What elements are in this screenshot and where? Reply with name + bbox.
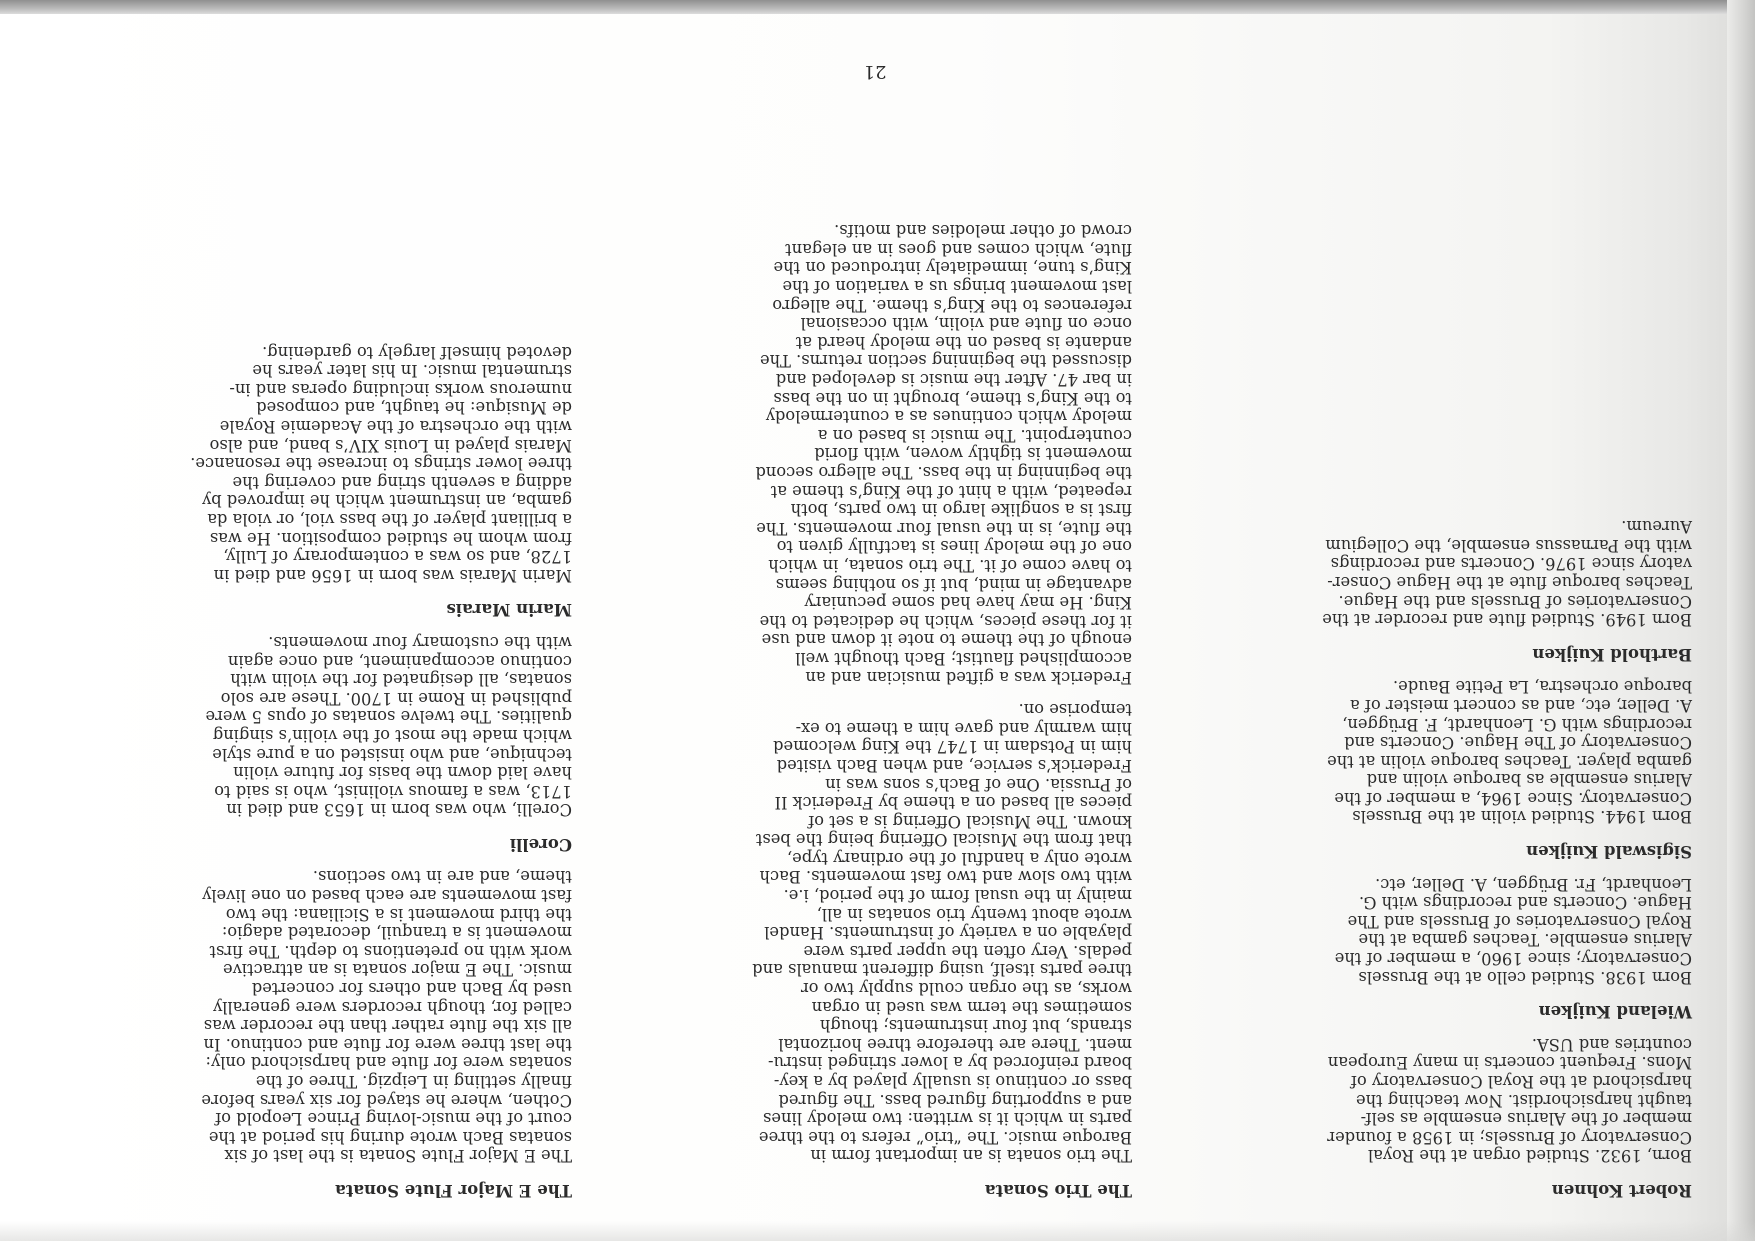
section-robert-kohnen — [1172, 1034, 1692, 1199]
section-barthold-kuijken — [1172, 517, 1692, 663]
column-trio-sonata — [612, 207, 1132, 1199]
paragraph-barthold-kuijken: Born 1949. Studied flute and recorder at the Conservatories of Brussels and the Hague. Teaches baroque flute at the Hague Conser- vatory since 1976. Concerts and recordings with the Parnassus ensemble, the Collegium Aureum. — [1322, 517, 1692, 630]
paragraph-sigiswald-kuijken: Born 1944. Studied violin at the Brussels Conservatory. Since 1964, a member of the Alarius ensemble as baroque violin and gamba player. Teaches baroque violin at the Conservatory of The Hague. Concerts and recordings with G. Leonhardt, F. Brüggen, A. Deller, etc, and as concert meister of a baroque orchestra, La Petite Baude. — [1327, 677, 1692, 827]
paragraph-trio-sonata-2: Frederick was a gifted musician and an accomplished flautist; Bach thought well enough of the theme to note it down and use it for these pieces, which he dedicated to the King. He may have had some pecuniary advantage in mind, but if so nothing seems to have come of it. The trio sonata, in which one of the melody lines is tactfully given to the flute, is in the usual four movements. The first is a songlike largo in two parts, both repeated, with a hint of the King’s theme at the beginning in the bass. The allegro second movement is tightly woven, with florid counterpoint. The music is based on a melody which continues as a countermelody to the King’s theme, brought in on the bass in bar 47. After the music is developed and discussed the beginning section returns. The andante is based on the melody heard at once on flute and violin, with occasional references to the King’s theme. The allegro last movement brings us a variation of the King’s tune, immediately introduced on the flute, which comes and goes in an elegant crowd of other melodies and motifs. — [755, 221, 1132, 687]
heading-marin-marais: Marin Marais — [446, 600, 572, 620]
column-program-notes — [52, 328, 572, 1199]
paragraph-corelli: Corelli, who was born in 1653 and died in 1713, was a famous violinist, who is said to have laid down the basis for future violin technique, and who insisted on a pure style which made the most of the violin’s singing qualities. The twelve sonatas of opus 5 were published in Rome in 1700. These are solo sonatas, all designated for the violin with continuo accompaniment, and once again with the customary four movements. — [205, 632, 572, 820]
section-sigiswald-kuijken — [1172, 677, 1692, 860]
paragraph-robert-kohnen: Born, 1932. Studied organ at the Royal Conservatory of Brussels; in 1958 a founder member of the Alarius ensemble as self- taught harpsichordist. Now teaching the harpsichord at the Royal Conservatory of Mons. Frequent concerts in many European countries and USA. — [1327, 1034, 1692, 1166]
heading-robert-kohnen: Robert Kohnen — [1551, 1181, 1692, 1200]
heading-trio-sonata: The Trio Sonata — [984, 1181, 1132, 1200]
book-gutter-shadow — [1727, 0, 1755, 1241]
section-wieland-kuijken — [1172, 874, 1692, 1020]
page-number: 21 — [863, 61, 887, 82]
heading-wieland-kuijken: Wieland Kuijken — [1538, 1002, 1692, 1022]
section-trio-sonata — [612, 221, 1132, 1199]
paragraph-marin-marais: Marin Marais was born in 1656 and died in 1728, and so was a contemporary of Lully, from whom he studied composition. He was a brilliant player of the bass viol, or viola da gamba, an instrument which he improved by adding a seventh string and covering the three lower strings to increase the resonance. Marais played in Louis XIV’s band, and also with the orchestra of the Academie Royale de Musique: he taught, and composed numerous works including operas and in- strumental music. In his later years he devoted himself largely to gardening. — [190, 342, 572, 585]
paragraph-trio-sonata-1: The trio sonata is an important form in Baroque music. The “trio” refers to the three parts in which it is written: two melody lines and a supporting figured bass. The figured bass or continuo is usually played by a key- board reinforced by a lower stringed instru- ment. There are therefore three horizontal strands, but four instruments; though sometimes the term was used in organ works, as the organ could supply two or three parts itself, using different manuals and pedals. Very often the upper parts were playable on a variety of instruments. Handel wrote about twenty trio sonatas in all, mainly in the usual form of the period, i.e. with two slow and two fast movements. Bach wrote only a handful of the ordinary type, that from the Musical Offering being the best known. The Musical Offering is a set of pieces all based on a theme by Frederick II of Prussia. One of Bach’s sons was in Frederick’s service, and when Bach visited him in Potsdam in 1747 the King welcomed him warmly and gave him a theme to ex- temporise on. — [752, 700, 1132, 1166]
section-corelli — [52, 632, 572, 853]
paragraph-e-major-flute-sonata: The E Major Flute Sonata is the last of six sonatas Bach wrote during his period at the court of the music-loving Prince Leopold of Cothen, where he stayed for six years before finally settling in Leipzig. Three of the sonatas were for flute and harpsichord only: the last three were for flute and continuo. In all six the flute rather than the recorder was called for, though recorders were generally used by Bach and others for concerted music. The E major sonata is an attractive work with no pretentions to depth. The first movement is a tranquil, decorated adagio: the third movement is a Siciliana: the two fast movements are each based on one lively theme, and are in two sections. — [201, 867, 572, 1166]
scanner-top-edge — [0, 0, 1755, 14]
heading-sigiswald-kuijken: Sigiswald Kuijken — [1526, 842, 1692, 862]
scanner-bottom-edge — [0, 1221, 1755, 1241]
heading-e-major-flute-sonata: The E Major Flute Sonata — [335, 1181, 572, 1200]
section-marin-marais — [52, 342, 572, 618]
paragraph-wieland-kuijken: Born 1938. Studied cello at the Brussels Conservatory; since 1960, a member of the Alarius ensemble. Teaches gamba at the Royal Conservatories of Brussels and The Hague. Concerts and recordings with G. Leonhardt, Fr. Brüggen, A. Deller, etc. — [1334, 874, 1692, 987]
column-biographies — [1172, 503, 1692, 1199]
section-e-major-flute-sonata — [52, 867, 572, 1199]
rotated-printed-page — [30, 30, 1720, 1205]
heading-corelli: Corelli — [509, 834, 572, 854]
heading-barthold-kuijken: Barthold Kuijken — [1532, 644, 1692, 664]
